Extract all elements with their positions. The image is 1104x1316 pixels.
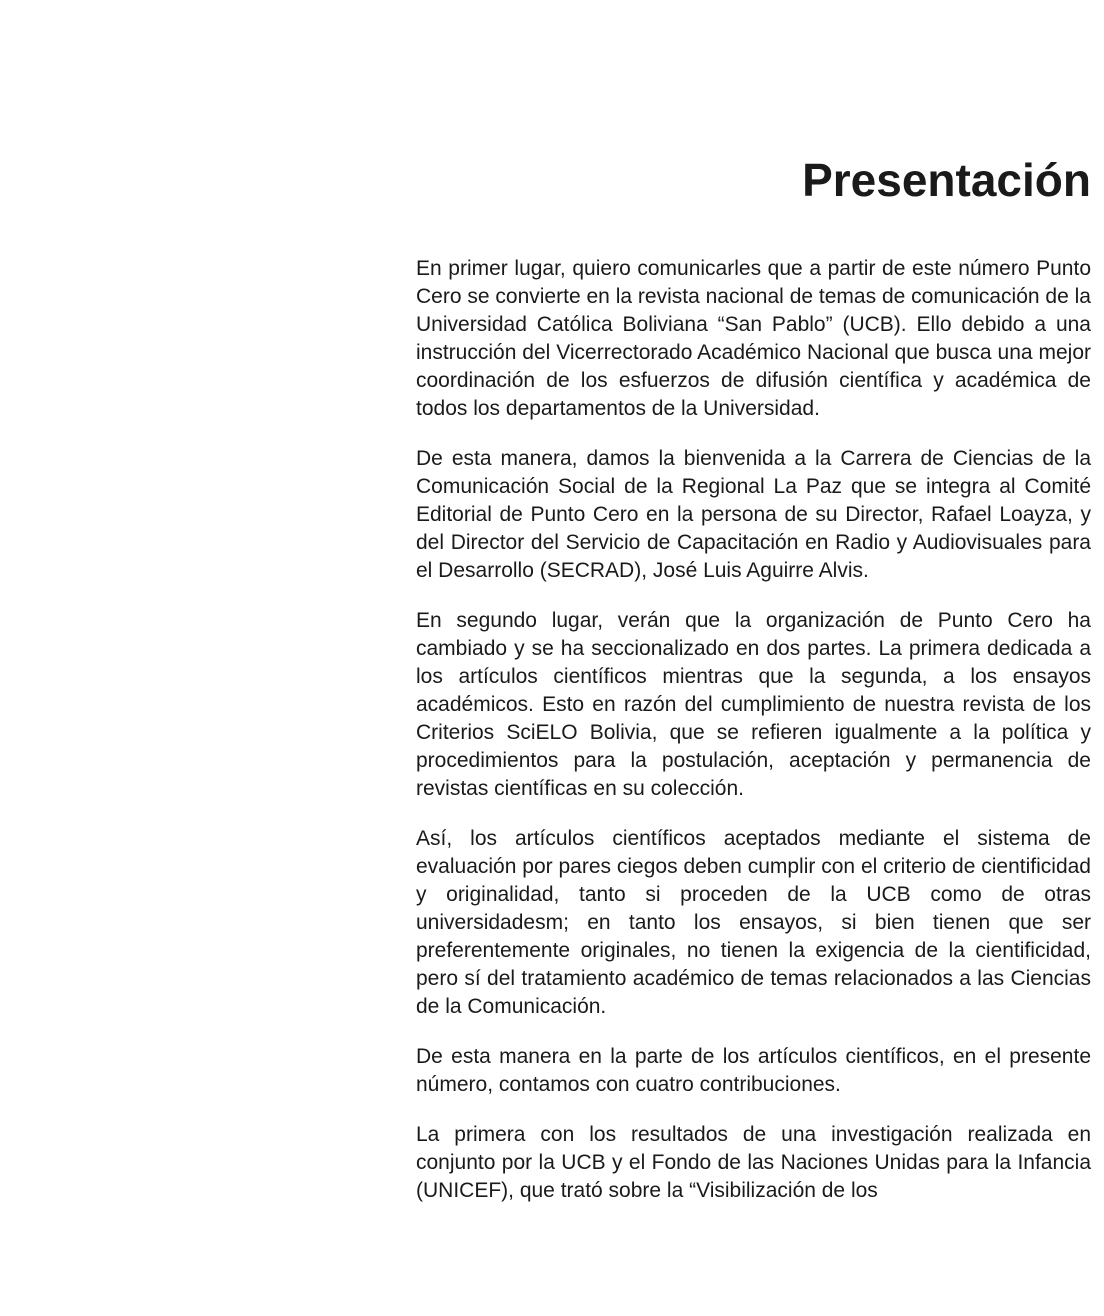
paragraph: Así, los artículos científicos aceptados mediante el sistema de evaluación por pares ciegos deben cumplir con el criterio de cientificidad y originalidad, tanto si proceden de la UCB como de otras universidadesm; en tanto los ensayos, si bien tienen que ser preferentemente originales, no tienen la exigencia de la cientificidad, pero sí del tratamiento académico de temas relacionados a las Ciencias de la Comunicación.	[416, 827, 1091, 1018]
paragraph: De esta manera, damos la bienvenida a la Carrera de Ciencias de la Comunicación Social de la Regional La Paz que se integra al Comité Editorial de Punto Cero en la persona de su Director, Rafael Loayza, y del Director del Servicio de Capacitación en Radio y Audiovisuales para el Desarrollo (SECRAD), José Luis Aguirre Alvis.	[416, 447, 1091, 582]
paragraph: En primer lugar, quiero comunicarles que a partir de este número Punto Cero se convierte en la revista nacional de temas de comunicación de la Universidad Católica Boliviana “San Pablo” (UCB). Ello debido a una instrucción del Vicerrectorado Académico Nacional que busca una mejor coordinación de los esfuerzos de difusión científica y académica de todos los departamentos de la Universidad.	[416, 257, 1091, 420]
paragraph: En segundo lugar, verán que la organización de Punto Cero ha cambiado y se ha seccionalizado en dos partes. La primera dedicada a los artículos científicos mientras que la segunda, a los ensayos académicos. Esto en razón del cumplimiento de nuestra revista de los Criterios SciELO Bolivia, que se refieren igualmente a la política y procedimientos para la postulación, aceptación y permanencia de revistas científicas en su colección.	[416, 609, 1091, 800]
paragraph: De esta manera en la parte de los artículos científicos, en el presente número, contamos con cuatro contribuciones.	[416, 1045, 1091, 1096]
body-text	[416, 255, 1091, 1227]
paragraph: La primera con los resultados de una investigación realizada en conjunto por la UCB y el Fondo de las Naciones Unidas para la Infancia (UNICEF), que trató sobre la “Visibilización de los	[416, 1123, 1091, 1202]
page-title: Presentación	[802, 154, 1091, 206]
